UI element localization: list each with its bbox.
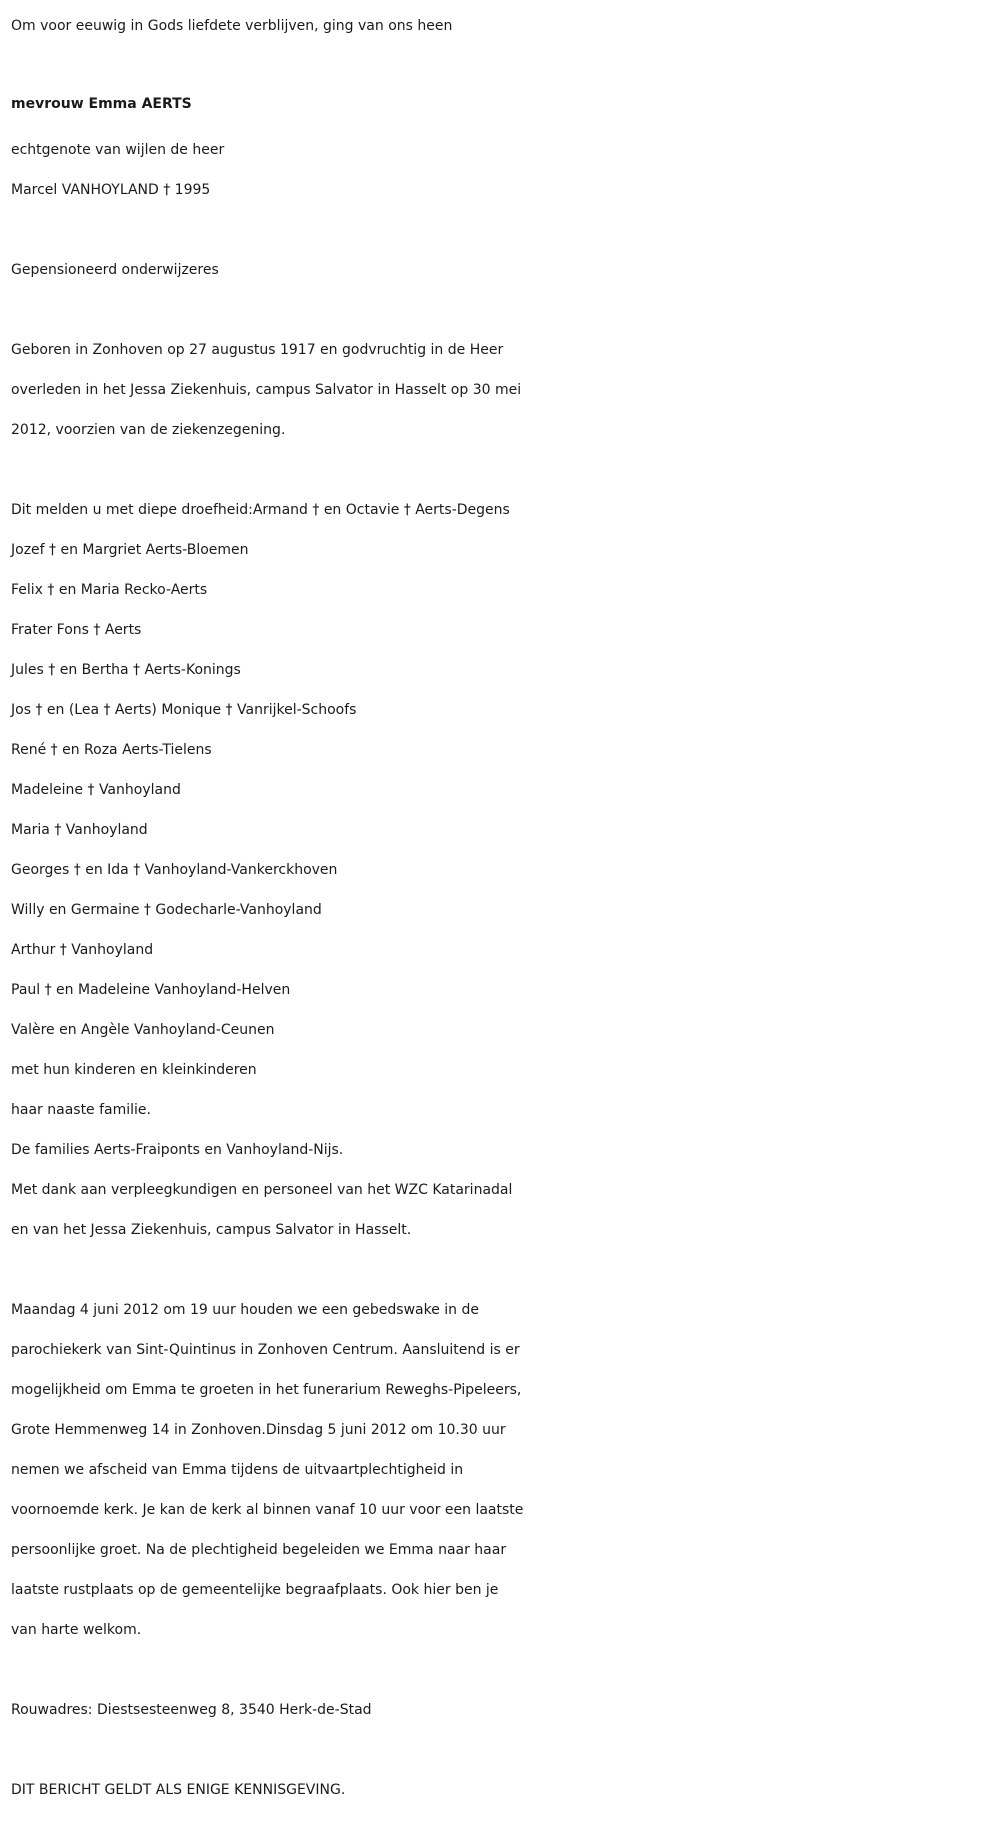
family-line: Met dank aan verpleegkundigen en personeel van het WZC Katarinadal: [11, 1182, 513, 1198]
spouse-block: [11, 130, 990, 210]
birth-death-block: [11, 330, 990, 450]
family-line: Maria † Vanhoyland: [11, 822, 148, 838]
family-line: Arthur † Vanhoyland: [11, 942, 154, 958]
deceased-name: mevrouw Emma AERTS: [11, 96, 192, 112]
family-line: Dit melden u met diepe droefheid:Armand † en Octavie † Aerts-Degens: [11, 502, 510, 518]
family-line: Valère en Angèle Vanhoyland-Ceunen: [11, 1022, 275, 1038]
ceremony-line: nemen we afscheid van Emma tijdens de uitvaartplechtigheid in: [11, 1462, 464, 1478]
spacer: [11, 210, 990, 250]
family-line: Jozef † en Margriet Aerts-Bloemen: [11, 542, 249, 558]
family-line: Jos † en (Lea † Aerts) Monique † Vanrijkel-Schoofs: [11, 702, 357, 718]
ceremony-line: Maandag 4 juni 2012 om 19 uur houden we een gebedswake in de: [11, 1302, 479, 1318]
family-line: De families Aerts-Fraiponts en Vanhoyland-Nijs.: [11, 1142, 344, 1158]
family-line: Madeleine † Vanhoyland: [11, 782, 181, 798]
family-line: met hun kinderen en kleinkinderen: [11, 1062, 257, 1078]
family-line: Paul † en Madeleine Vanhoyland-Helven: [11, 982, 291, 998]
family-line: haar naaste familie.: [11, 1102, 151, 1118]
spacer: [11, 290, 990, 330]
intro-line: Om voor eeuwig in Gods liefdete verblijven, ging van ons heen: [11, 18, 453, 34]
spacer: [11, 1730, 990, 1770]
family-line: René † en Roza Aerts-Tielens: [11, 742, 212, 758]
ceremony-line: mogelijkheid om Emma te groeten in het funerarium Reweghs-Pipeleers,: [11, 1382, 522, 1398]
ceremony-line: van harte welkom.: [11, 1622, 142, 1638]
birth-death-line: overleden in het Jessa Ziekenhuis, campus Salvator in Hasselt op 30 mei: [11, 382, 522, 398]
ceremony-line: voornoemde kerk. Je kan de kerk al binnen vanaf 10 uur voor een laatste: [11, 1502, 524, 1518]
spacer: [11, 1250, 990, 1290]
family-line: en van het Jessa Ziekenhuis, campus Salvator in Hasselt.: [11, 1222, 412, 1238]
spouse-line: Marcel VANHOYLAND † 1995: [11, 182, 211, 198]
profession-line: Gepensioneerd onderwijzeres: [11, 262, 219, 278]
family-line: Felix † en Maria Recko-Aerts: [11, 582, 208, 598]
ceremony-line: persoonlijke groet. Na de plechtigheid begeleiden we Emma naar haar: [11, 1542, 507, 1558]
family-line: Willy en Germaine † Godecharle-Vanhoyland: [11, 902, 322, 918]
notice-line: DIT BERICHT GELDT ALS ENIGE KENNISGEVING.: [11, 1782, 346, 1798]
birth-death-line: 2012, voorzien van de ziekenzegening.: [11, 422, 286, 438]
spacer: [11, 450, 990, 490]
ceremony-block: [11, 1290, 990, 1650]
ceremony-line: parochiekerk van Sint-Quintinus in Zonhoven Centrum. Aansluitend is er: [11, 1342, 520, 1358]
spouse-line: echtgenote van wijlen de heer: [11, 142, 225, 158]
spacer: [11, 1650, 990, 1690]
ceremony-line: Grote Hemmenweg 14 in Zonhoven.Dinsdag 5 juni 2012 om 10.30 uur: [11, 1422, 506, 1438]
family-line: Jules † en Bertha † Aerts-Konings: [11, 662, 241, 678]
family-line: Frater Fons † Aerts: [11, 622, 142, 638]
ceremony-line: laatste rustplaats op de gemeentelijke begraafplaats. Ook hier ben je: [11, 1582, 499, 1598]
mourning-address: Rouwadres: Diestsesteenweg 8, 3540 Herk-de-Stad: [11, 1702, 372, 1718]
birth-death-line: Geboren in Zonhoven op 27 augustus 1917 en godvruchtig in de Heer: [11, 342, 504, 358]
family-block: [11, 490, 990, 1250]
family-line: Georges † en Ida † Vanhoyland-Vankerckhoven: [11, 862, 338, 878]
